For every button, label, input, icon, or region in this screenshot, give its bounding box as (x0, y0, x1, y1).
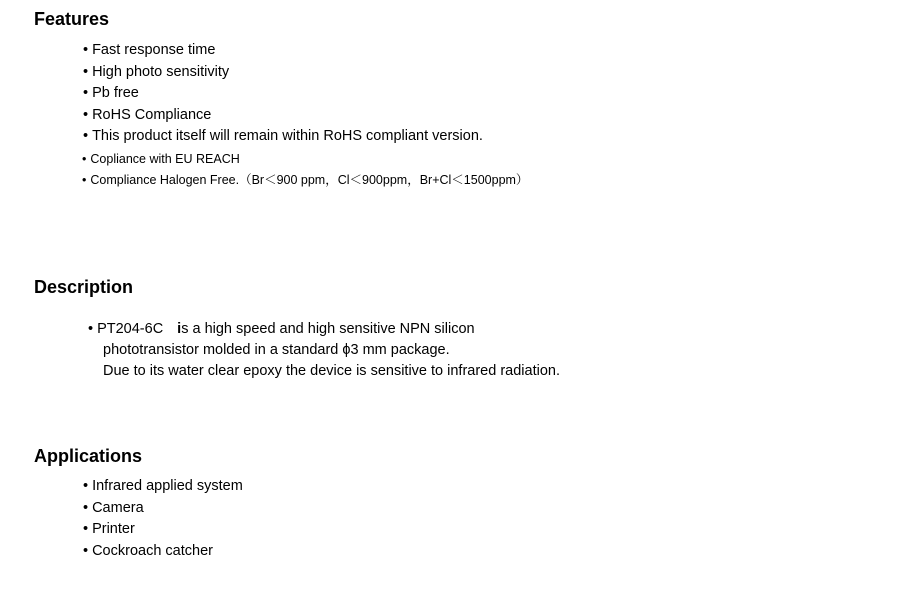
features-heading: Features (34, 9, 110, 29)
bullet: • (83, 521, 89, 537)
bullet: • (83, 42, 89, 58)
list-item: • Copliance with EU REACH (82, 149, 528, 170)
list-item: • Fast response time (83, 40, 483, 62)
list-item: • High photo sensitivity (83, 62, 483, 84)
features-list-small (82, 149, 528, 191)
list-item: • RoHS Compliance (83, 105, 483, 127)
bullet: • (83, 478, 89, 494)
description-line-1: • PT204-6C is a high speed and high sensitive NPN silicon (88, 319, 560, 340)
list-item: • Infrared applied system (83, 476, 243, 498)
bullet: • (82, 152, 87, 166)
bullet: • (83, 63, 89, 80)
bullet: • (83, 542, 89, 559)
list-item: • Pb free (83, 83, 483, 105)
list-item: • Camera (83, 498, 243, 520)
bullet: • (82, 173, 87, 187)
applications-list (83, 476, 243, 562)
description-text (88, 319, 560, 382)
bullet: • (83, 106, 89, 123)
list-item: • Compliance Halogen Free.（Br＜900 ppm，Cl＜900ppm，Br+Cl＜1500ppm） (82, 170, 528, 191)
bullet: • (83, 85, 89, 101)
list-item: • This product itself will remain within RoHS compliant version. (83, 126, 483, 148)
list-item: • Cockroach catcher (83, 541, 243, 563)
features-list (83, 40, 483, 148)
model-name: PT204-6C (97, 321, 164, 337)
bullet: • (83, 128, 89, 144)
bullet: • (83, 499, 89, 516)
description-line-3: Due to its water clear epoxy the device is sensitive to infrared radiation. (103, 363, 560, 379)
description-heading: Description (34, 277, 134, 297)
description-line-2: phototransistor molded in a standard ϕ3 mm package. (103, 342, 450, 358)
applications-heading: Applications (34, 446, 143, 466)
list-item: • Printer (83, 519, 243, 541)
bullet: • (88, 321, 94, 337)
